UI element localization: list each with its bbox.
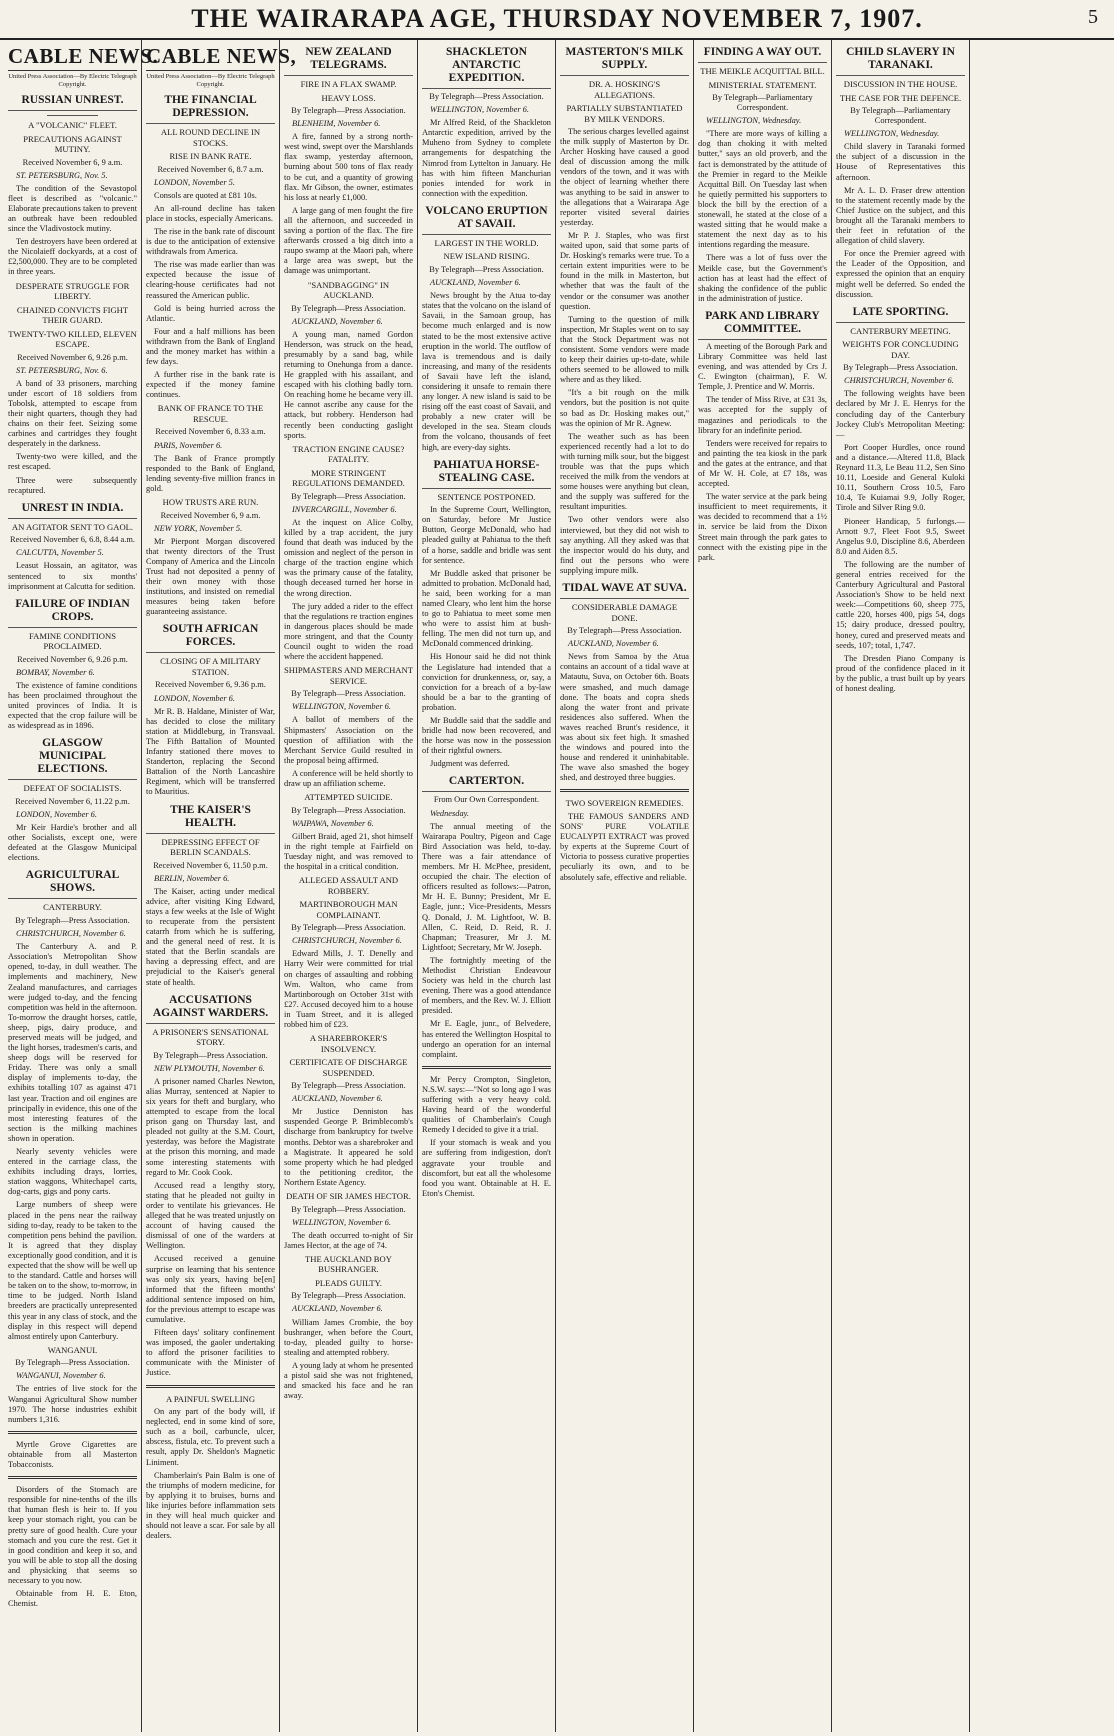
dateline: BERLIN, November 6. <box>154 873 230 883</box>
separator-rule <box>560 789 689 792</box>
dateline: LONDON, November 5. <box>154 177 235 187</box>
column-2 <box>142 40 297 1732</box>
paragraph: A fire, fanned by a strong north-west wind, swept over the Marshlands flax swamp, yesterday afternoon, burning about 500 tons of flax ready to be cut, and a quantity of growing flax. Mr Gibson, the owner, estimates his loss at nearly £1,000. <box>284 132 413 202</box>
column-headline: CABLE NEWS, <box>146 40 275 71</box>
paragraph: The annual meeting of the Wairarapa Poultry, Pigeon and Cage Bird Association was held, to-day. There was a fair attendance of members. Mr H. McPhee, president, occupied the chair. The election of officers resulted as follows:—Patron, Mr H. E. Bunny; President, Mr E. Eagle, junr.; Vice-Presidents, Messrs Q. Donald, J. M. Lightfoot, W. B. Allen, C. Reid, D. Reid, R. J. Chapman; Treasurer, Mr J. M. Lightfoot; Secretary, Mr W. Joseph. <box>422 821 551 952</box>
dateline: AUCKLAND, November 6. <box>292 1304 383 1314</box>
advertisement: THE FAMOUS SANDERS AND SONS' PURE VOLATILE EUCALYPTI EXTRACT was proved by experts at the Supreme Court of Victoria to possess curative properties peculiarly its own, and to be absolutely safe, effective and reliable. <box>560 811 689 882</box>
dateline: Received November 6, 8.33 a.m. <box>155 427 266 437</box>
article-subheading: DEFEAT OF SOCIALISTS. <box>23 783 122 794</box>
paragraph: The rise in the bank rate of discount is due to the anticipation of extensive withdrawals from America. <box>146 226 275 257</box>
paragraph: Edward Mills, J. T. Denelly and Harry Weir were committed for trial on charges of assaulting and robbing Wm. Walton, who came from Martinborough on October 31st with £27. Accused decoyed him to a house in Tuam Street, and it is alleged robbed him of £23. <box>284 949 413 1029</box>
dateline: WELLINGTON, November 6. <box>292 702 391 712</box>
article-subheading: WANGANUI. <box>47 1344 98 1355</box>
paragraph: "There are more ways of killing a dog than choking it with melted butter," says an old proverb, and the fact is demonstrated by the attitude of the Premier in regard to the Meikle Acquittal Bill. On Tuesday last when he quietly permitted his supporters to block the bill by the erection of a stonewall, he stated at the close of a wasted sitting that he would make a statement the next day as to his intentions regarding the measure. <box>698 129 827 250</box>
paragraph: Gilbert Braid, aged 21, shot himself in the right temple at Fairfield on Tuesday night, and was removed to the hospital in a critical condition. <box>284 831 413 872</box>
paragraph: An all-round decline has taken place in stocks, especially Americans. <box>146 203 275 223</box>
paragraph: For once the Premier agreed with the Leader of the Opposition, and expressed the opinion that an enquiry might well be deferred. So ended the discussion. <box>836 249 965 299</box>
paragraph: The existence of famine conditions has been proclaimed throughout the united provinces of India. It is expected that the crop failure will be as widespread as in 1896. <box>8 680 137 731</box>
paragraph: A ballot of members of the Shipmasters' Association on the question of affiliation with the Merchant Service Guild resulted in the proposal being affirmed. <box>284 715 413 765</box>
paragraph: Mr R. B. Haldane, Minister of War, has decided to close the military station at Middleburg, in Transvaal. The Fifth Battalion of Mounted Infantry stationed there moves to Standerton, replacing the Second Battalion of the North Lancashire Regiment, which will be transferred to Mauritius. <box>146 706 275 797</box>
paragraph: The Kaiser, acting under medical advice, after visiting King Edward, stays a few weeks at the Isle of Wight to recuperate from the persistent catarrh from which he is suffering, and the general need of rest. It is stated that the Berlin scandals are having a depressing effect, and are prejudicial to the Kaiser's general state of health. <box>146 886 275 987</box>
dateline: CALCUTTA, November 5. <box>16 548 104 558</box>
dateline: AUCKLAND, November 6. <box>430 278 521 288</box>
article-headline: PARK AND LIBRARY COMMITTEE. <box>698 310 827 340</box>
dateline: NEW PLYMOUTH, November 6. <box>154 1063 265 1073</box>
masthead-title: THE WAIRARAPA AGE, THURSDAY NOVEMBER 7, 1907. <box>191 4 923 33</box>
dateline: WELLINGTON, Wednesday. <box>706 116 802 126</box>
paragraph: A large gang of men fought the fire all the afternoon, and succeeded in saving a portion of the flax. The fire afterwards crossed a big ditch into a raupo swamp at the Maori pah, where a large area was swept, but the damage was unimportant. <box>284 205 413 276</box>
paragraph: Mr Buddle said that the saddle and bridle had now been recovered, and the horse was now in the possession of their rightful owners. <box>422 716 551 756</box>
column-credit: United Press Association—By Electric Telegraph Copyright. <box>146 73 275 88</box>
article-subheading: CLOSING OF A MILITARY STATION. <box>160 656 261 677</box>
paragraph: Fifteen days' solitary confinement was imposed, the gaoler undertaking to afford the prisoner facilities to communicate with the Minister of Justice. <box>146 1328 275 1378</box>
article-subheading: ALLEGED ASSAULT AND ROBBERY. <box>298 875 399 896</box>
column-body <box>284 46 413 1401</box>
paragraph: Mr Justice Denniston has suspended George P. Brimblecomb's discharge from bankruptcy for twelve months. Debtor was a sharebroker and a Magistrate. It appeared he sold some property which he had pledged to the petitioning creditor, the Northern Estate Agency. <box>284 1107 413 1187</box>
dateline: AUCKLAND, November 6. <box>292 1094 383 1104</box>
article-subheading: DR. A. HOSKING'S ALLEGATIONS. <box>588 79 661 100</box>
paragraph: The death occurred to-night of Sir James Hector, at the age of 74. <box>284 1230 413 1250</box>
paragraph: News from Samoa by the Atua contains an account of a tidal wave at Matautu, Suva, on October 6th. Boats were smashed, and much damage done. The boats and copra sheds along the water front and private residences also suffered. When the waves reached Brunt's residence, it was about six feet high. It smashed the windows and poured into the house and rendered it uninhabitable. The wave also smashed the bogey shed, and destroyed three buggies. <box>560 652 689 783</box>
paragraph: The following weights have been declared by Mr J. E. Henrys for the concluding day of the Canterbury Jockey Club's Metropolitan Meeting:— <box>836 389 965 439</box>
article-subheading: HEAVY LOSS. <box>321 92 376 103</box>
paragraph: A further rise in the bank rate is expected if the money famine continues. <box>146 370 275 400</box>
paragraph: Mr A. L. D. Fraser drew attention to the statement recently made by the Chief Justice on the subject, and this brought all the Taranaki members to their feet in refutation of the allegation of child slavery. <box>836 185 965 246</box>
dateline: By Telegraph—Parliamentary Correspondent. <box>712 93 813 113</box>
article-subheading: ALL ROUND DECLINE IN STOCKS. <box>160 127 261 148</box>
paragraph: Chamberlain's Pain Balm is one of the triumphs of modern medicine, for by applying it to bruises, burns and like injuries before inflammation sets in they will heal much quicker and should not leave a scar. For sale by all dealers. <box>146 1470 275 1541</box>
dateline: By Telegraph—Press Association. <box>843 363 958 373</box>
article-subheading: THE CASE FOR THE DEFENCE. <box>839 92 962 103</box>
column-body <box>836 46 965 694</box>
paragraph: William James Crombie, the boy bushranger, when before the Court, to-day, pleaded guilty to horse-stealing and attempted robbery. <box>284 1317 413 1357</box>
column-4 <box>418 40 556 1732</box>
separator-rule <box>47 115 99 116</box>
article-subheading: FAMINE CONDITIONS PROCLAIMED. <box>29 630 116 652</box>
paragraph: The Bank of France promptly responded to the Bank of England, lending seventy-five million francs in gold. <box>146 453 275 493</box>
paragraph: Leasut Hossain, an agitator, was sentenced to six months' imprisonment at Calcutta for sedition. <box>8 561 137 591</box>
separator-rule <box>146 1385 275 1388</box>
article-subheading: SENTENCE POSTPONED. <box>437 491 536 502</box>
paragraph: The weather such as has been experienced recently had a lot to do with turning milk sour, but the biggest trouble was that the pups which received the milk from the vendors at some houses were anything but clean, and the supply was suffered for the resultant impurities. <box>560 431 689 512</box>
paragraph: Two other vendors were also interviewed, but they did not wish to say anything. All they asked was that the inspector would do his duty, and find out the persons who were supplying impure milk. <box>560 515 689 575</box>
dateline: By Telegraph—Press Association. <box>291 923 406 933</box>
paragraph: Mr Keir Hardie's brother and all other Socialists, except one, were defeated at the Glasgow Municipal elections. <box>8 823 137 863</box>
dateline: CHRISTCHURCH, November 6. <box>292 936 402 946</box>
dateline: CHRISTCHURCH, November 6. <box>844 376 954 386</box>
paragraph: Myrtle Grove Cigarettes are obtainable from all Masterton Tobacconists. <box>8 1439 137 1470</box>
paragraph: Nearly seventy vehicles were entered in the carriage class, the exhibits including drays, lorries, station waggons, Whitechapel carts, dog-carts, gigs and pony carts. <box>8 1147 137 1197</box>
paragraph: If your stomach is weak and you are suffering from indigestion, don't aggravate your trouble and discomfort, but eat all the wholesome food you want. Obtainable at H. E. Eton's Chemist. <box>422 1138 551 1198</box>
article-headline: PAHIATUA HORSE-STEALING CASE. <box>422 459 551 489</box>
article-headline: RUSSIAN UNREST. <box>8 94 137 111</box>
paragraph: Mr P. J. Staples, who was first waited upon, said that some parts of Dr. Hosking's remarks were true. To a certain extent impurities were to be found in the milk in Masterton, but whether that was the fault of the vendor or the consumer was another question. <box>560 230 689 311</box>
dateline: ST. PETERSBURG, Nov. 5. <box>16 170 108 180</box>
paragraph: Port Cooper Hurdles, once round and a distance.—Altered 11.8, Black Reynard 11.3, Le Beau 11.2, Sen Sino 10.11, Loeside and General Kuloki 10.11, Southern Cross 10.5, Faro 10.4, Te Kuiamai 9.9, Jolly Roger, Tirole and Silver Ring 9.0. <box>836 442 965 513</box>
dateline: By Telegraph—Press Association. <box>429 264 544 274</box>
paragraph: Large numbers of sheep were placed in the pens near the railway siding to-day, ready to be taken to the competition pens behind the pavilion. It is agreed that they display exceptionally good condition, and it is expected that the show will be well up to the standard. Cattle and horses will be taken on to the show, to-morrow, in time to be judged. North Island breeders are practically unrepresented this year in any class of stock, and the display in this respect will depend almost entirely upon Canterbury. <box>8 1200 137 1341</box>
article-subheading: TRACTION ENGINE CAUSE? FATALITY. <box>292 443 405 465</box>
article-subheading: CONSIDERABLE DAMAGE DONE. <box>571 602 678 623</box>
dateline: Received November 6, 9 a.m. <box>22 157 123 167</box>
dateline: By Telegraph—Press Association. <box>291 303 406 313</box>
dateline: WAIPAWA, November 6. <box>292 818 374 828</box>
paragraph: News brought by the Atua to-day states that the volcano on the island of Savaii, in the Samoan group, has become much enlarged and is now stated to be the most extensive active eruption in the world. The outflow of lava is tremendous and is daily increasing, and many of the residents of Savaii have left the island, considering it unsafe to remain there any longer. A new island is said to be rising off the east coast of Savaii, and probably a new crater will be developed in the sea. Steam clouds from the volcano, thousands of feet high, are every-day sights. <box>422 291 551 452</box>
separator-rule <box>422 1066 551 1069</box>
paragraph: There was a lot of fuss over the Meikle case, but the Government's action has at least had the effect of shaking the confidence of the public in the administration of justice. <box>698 253 827 303</box>
article-headline: CARTERTON. <box>422 775 551 792</box>
dateline: WELLINGTON, November 6. <box>292 1217 391 1227</box>
article-subheading: HOW TRUSTS ARE RUN. <box>162 497 259 508</box>
article-subheading: THE MEIKLE ACQUITTAL BILL. <box>700 66 825 76</box>
article-subheading: BANK OF FRANCE TO THE RESCUE. <box>157 403 264 424</box>
dateline: By Telegraph—Press Association. <box>291 106 406 115</box>
page-number: 5 <box>1088 6 1098 28</box>
column-credit: United Press Association—By Electric Telegraph Copyright. <box>8 73 137 88</box>
paragraph: Mr Alfred Reid, of the Shackleton Antarctic expedition, arrived by the Muheno from Sydney to complete arrangements for despatching the Nimrod from Lyttelton in January. He has with him fifteen Manchurian ponies intended for work in connection with the expedition. <box>422 118 551 198</box>
dateline: WELLINGTON, Wednesday. <box>844 129 940 139</box>
article-subheading: PRECAUTIONS AGAINST MUTINY. <box>23 133 122 154</box>
paragraph: The Canterbury A. and P. Association's Metropolitan Show opened, to-day, in dull weather. The implements and machinery, New Zealand manufactures, and carriages were judged to-day, and the fencing competition was held in the afternoon. To-morrow the draught horses, cattle, sheep, pigs, dairy produce, and preserved meats will be judged, and the light horses, tradesmen's carts, and sheep dogs will be reserved for Friday. There was only a small display of implements to-day, the exhibits totalling 107 as against 471 last year. Traction and oil engines are principally in evidence, this one of the most interesting features of the section is the milking machines shown in operation. <box>8 942 137 1143</box>
dateline: By Telegraph—Press Association. <box>291 805 406 815</box>
dateline: Received November 6, 9.26 p.m. <box>17 352 128 362</box>
paragraph: The serious charges levelled against the milk supply of Masterton by Dr. Archer Hosking have caused a good deal of discussion among the milk vendors of the town, and it was with the object of learning whether there was anything to be said in answer to the allegations that a Wairarapa Age reporter visited several dairies yesterday. <box>560 127 689 227</box>
dateline: INVERCARGILL, November 6. <box>292 504 397 514</box>
paragraph: Mr Percy Crompton, Singleton, N.S.W. says:—"Not so long ago I was suffering with a very heavy cold. Having heard of the wonderful qualities of Chamberlain's Cough Remedy I decided to give it a trial. <box>422 1074 551 1135</box>
dateline: By Telegraph—Press Association. <box>291 491 406 501</box>
article-subheading: PLEADS GUILTY. <box>315 1277 382 1288</box>
paragraph: Pioneer Handicap, 5 furlongs.—Arnott 9.7, Fleet Foot 9.5, Sweet Angelus 9.0, Discipline 8.6, Aberdeen 8.0 and Aiden 8.5. <box>836 516 965 556</box>
paragraph: Consols are quoted at £81 10s. <box>154 190 257 200</box>
column-3 <box>280 40 418 1732</box>
paragraph: Twenty-two were killed, and the rest escaped. <box>8 452 137 472</box>
dateline: By Telegraph—Press Association. <box>291 1291 406 1301</box>
dateline: ST. PETERSBURG, Nov. 6. <box>16 365 108 375</box>
paragraph: At the inquest on Alice Colby, killed by a trap accident, the jury found that death was induced by the omission and neglect of the person in charge of the traction engine which was the primary cause of the fatality, though deceased turned her horse in the wrong direction. <box>284 517 413 598</box>
column-7 <box>832 40 970 1732</box>
paragraph: On any part of the body will, if neglected, end in some kind of sore, such as a boil, carbuncle, ulcer, abscess, fistula, etc. To prevent such a result, apply Dr. Sheldon's Magnetic Liniment. <box>146 1407 275 1467</box>
article-subheading: DEPRESSING EFFECT OF BERLIN SCANDALS. <box>161 836 260 857</box>
article-subheading: WEIGHTS FOR CONCLUDING DAY. <box>842 339 959 360</box>
separator-rule <box>8 1476 137 1479</box>
article-subheading: A "VOLCANIC" FLEET. <box>28 120 117 130</box>
article-headline: TIDAL WAVE AT SUVA. <box>560 582 689 599</box>
paragraph: Tenders were received for repairs to and painting the tea kiosk in the park and the gates at the entrance, and that of Mr W. H. Cole, at £7 18s, was accepted. <box>698 438 827 489</box>
article-headline: UNREST IN INDIA. <box>8 502 137 519</box>
dateline: By Telegraph—Press Association. <box>291 689 406 699</box>
dateline: Received November 6, 8.7 a.m. <box>157 164 264 174</box>
dateline: AUCKLAND, November 6. <box>292 316 383 326</box>
article-subheading: THE AUCKLAND BOY BUSHRANGER. <box>305 1253 392 1275</box>
column-body <box>422 46 551 1199</box>
article-headline: CHILD SLAVERY IN TARANAKI. <box>836 46 965 76</box>
article-subheading: DEATH OF SIR JAMES HECTOR. <box>286 1191 411 1201</box>
dateline: Received November 6, 11.22 p.m. <box>15 796 130 806</box>
article-headline: FINDING A WAY OUT. <box>698 46 827 63</box>
article-subheading: DISCUSSION IN THE HOUSE. <box>843 79 958 89</box>
paragraph: The fortnightly meeting of the Methodist Christian Endeavour Society was held in the church last evening. There was a good attendance of members, and the Rev. W. J. Elliott presided. <box>422 955 551 1016</box>
paragraph: The tender of Miss Rive, at £31 3s, was accepted for the supply of magazines and periodicals to the library for an indefinite period. <box>698 395 827 435</box>
dateline: By Telegraph—Press Association. <box>153 1050 268 1060</box>
article-subheading: CANTERBURY. <box>43 902 102 913</box>
article-subheading: SHIPMASTERS AND MERCHANT SERVICE. <box>284 665 413 686</box>
dateline: WANGANUI, November 6. <box>16 1371 106 1381</box>
dateline: LONDON, November 6. <box>16 809 97 819</box>
dateline: Received November 6, 9.26 p.m. <box>17 654 128 664</box>
paragraph: Obtainable from H. E. Eton, Chemist. <box>8 1589 137 1609</box>
columns <box>4 40 1110 1732</box>
article-headline: THE KAISER'S HEALTH. <box>146 804 275 834</box>
paragraph: Disorders of the Stomach are responsible for nine-tenths of the ills that human flesh is heir to. If you keep your stomach right, you can be pretty sure of good health. Cure your stomach and you cure the rest. Get it in good condition and keep it so, and you will be able to stop all the dosing and physicking that seems so necessary to you now. <box>8 1485 137 1585</box>
paragraph: Ten destroyers have been ordered at the Nicolaieff dockyards, at a cost of £2,500,000. They are to be completed in three years. <box>8 237 137 277</box>
paragraph: A band of 33 prisoners, marching under escort of 18 soldiers from Tobolsk, attempted to escape from their night quarters, though they had chains on their feet. Seizing some carbines and cartridges they fought desperately in the darkness. <box>8 378 137 449</box>
article-subheading: MARTINBOROUGH MAN COMPLAINANT. <box>299 899 398 920</box>
dateline: Received November 6, 11.50 p.m. <box>153 860 268 870</box>
separator-rule <box>8 1431 137 1434</box>
article-headline: ACCUSATIONS AGAINST WARDERS. <box>146 994 275 1024</box>
paragraph: Mr Pierpont Morgan discovered that twenty directors of the Trust Company of America and the Lincoln Trust had not deposited a penny of their own money with those institutions, and insisted on remedial measures being taken before guaranteeing assistance. <box>146 536 275 617</box>
article-subheading: CHAINED CONVICTS FIGHT THEIR GUARD. <box>16 304 129 326</box>
article-subheading: LARGEST IN THE WORLD. <box>434 237 539 248</box>
article-subheading: NEW ISLAND RISING. <box>443 251 530 262</box>
article-subheading: A PRISONER'S SENSATIONAL STORY. <box>152 1026 269 1048</box>
article-headline: GLASGOW MUNICIPAL ELECTIONS. <box>8 737 137 780</box>
article-subheading: A SHAREBROKER'S INSOLVENCY. <box>309 1033 388 1054</box>
paragraph: Accused received a genuine surprise on learning that his sentence was only six years, having be[en] informed that the fifteen months' additional sentence imposed on him, for the previous attempt to escape was cumulative. <box>146 1254 275 1324</box>
article-headline: THE FINANCIAL DEPRESSION. <box>146 94 275 124</box>
article-subheading: MINISTERIAL STATEMENT. <box>708 79 817 90</box>
column-body <box>146 94 275 1541</box>
ad-headline: TWO SOVEREIGN REMEDIES. <box>565 798 684 809</box>
paragraph: Mr E. Eagle, junr., of Belvedere, has entered the Wellington Hospital to undergo an operation for an internal complaint. <box>422 1019 551 1059</box>
dateline: AUCKLAND, November 6. <box>568 639 659 649</box>
column-6 <box>694 40 832 1732</box>
column-body <box>698 46 827 563</box>
article-subheading: PARTIALLY SUBSTANTIATED BY MILK VENDORS. <box>566 103 683 124</box>
paragraph: The rise was made earlier than was expected because the issue of clearing-house certificates had not reassured the American public. <box>146 260 275 300</box>
article-subheading: CERTIFICATE OF DISCHARGE SUSPENDED. <box>289 1057 408 1078</box>
paragraph: Child slavery in Taranaki formed the subject of a discussion in the House of Representatives this afternoon. <box>836 142 965 182</box>
article-headline: AGRICULTURAL SHOWS. <box>8 869 137 899</box>
masthead <box>0 0 1114 40</box>
paragraph: The water service at the park being insufficient to meet requirements, it was decided to recommend that a 1½ in. service be laid from the Dixon Street main through the park gates to connect with the existing pipe in the park. <box>698 492 827 562</box>
paragraph: Judgment was deferred. <box>430 759 510 769</box>
article-headline: NEW ZEALAND TELEGRAMS. <box>284 46 413 76</box>
dateline: WELLINGTON, November 6. <box>430 105 529 115</box>
paragraph: A young lady at whom he presented a pistol said she was not frightened, and smacked his face and he ran away. <box>284 1360 413 1401</box>
dateline: By Telegraph—Press Association. <box>15 915 130 925</box>
paragraph: His Honour said he did not think the Legislature had intended that a conviction for drunkenness, or, say, a conviction for a breach of a by-law should be a bar to the granting of probation. <box>422 652 551 712</box>
dateline: PARIS, November 6. <box>154 440 223 450</box>
dateline: BLENHEIM, November 6. <box>292 119 381 129</box>
paragraph: A meeting of the Borough Park and Library Committee was held last evening, and was attended by Crs J. C. Ewington (chairman), F. W. Temple, J. Prentice and W. Morris. <box>698 341 827 392</box>
article-subheading: ATTEMPTED SUICIDE. <box>304 792 393 803</box>
column-5 <box>556 40 694 1732</box>
article-headline: SHACKLETON ANTARCTIC EXPEDITION. <box>422 46 551 89</box>
article-subheading: AN AGITATOR SENT TO GAOL. <box>11 521 134 532</box>
paragraph: A young man, named Gordon Henderson, was struck on the head, presumably by a sand bag, while returning to Onehunga from a dance. He grappled with his assailant, and escaped with his clothing badly torn. On reaching home he became very ill. He cannot ascribe any cause for the attack, but robbery. Henderson had recently been conducting gaslight sports. <box>284 329 413 440</box>
article-headline: VOLCANO ERUPTION AT SAVAII. <box>422 205 551 235</box>
column-8 <box>970 40 1108 1732</box>
paragraph: Four and a half millions has been withdrawn from the Bank of England and the money market has within a few days. <box>146 326 275 367</box>
paragraph: Three were subsequently recaptured. <box>8 475 137 495</box>
dateline: By Telegraph—Press Association. <box>15 1358 130 1368</box>
paragraph: Turning to the question of milk inspection, Mr Staples went on to say that the Stock Department was not consistent. Some vendors were made to keep their dairies up-to-date, while others seemed to be allowed to milk where and as they liked. <box>560 314 689 385</box>
paragraph: The following are the number of general entries received for the Canterbury Agricultural and Pastoral Association's Show to be held next week:—Competitions 60, sheep 775, cattle 220, horses 400, pigs 54, dogs 15; dairy produce, dressed poultry, honey, cured and preserved meats and seeds, 107; total, 1,747. <box>836 559 965 650</box>
dateline: BOMBAY, November 6. <box>16 667 95 677</box>
column-body <box>560 46 689 576</box>
dateline: Received November 6, 9.36 p.m. <box>155 680 266 690</box>
paragraph: Mr Buddle asked that prisoner be admitted to probation. McDonald had, he said, been working for a man named Cleary, who lent him the horse to go to Pahiatua to meet some men who were to assist him at bush-felling. The men did not turn up, and McDonald commenced drinking. <box>422 568 551 649</box>
article-subheading: RISE IN BANK RATE. <box>169 151 252 161</box>
article-subheading: "SANDBAGGING" IN AUCKLAND. <box>307 279 390 300</box>
article-subheading: CANTERBURY MEETING. <box>850 325 951 336</box>
paragraph: Gold is being hurried across the Atlantic. <box>146 303 275 323</box>
article-headline: MASTERTON'S MILK SUPPLY. <box>560 46 689 76</box>
dateline: Received November 6, 6.8, 8.44 a.m. <box>10 535 135 545</box>
dateline: From Our Own Correspondent. <box>433 795 540 805</box>
paragraph: "It's a bit rough on the milk vendors, but the position is not quite so bad as Dr. Hosking makes out," was the opinion of Mr R. Agnew. <box>560 388 689 428</box>
paragraph: In the Supreme Court, Wellington, on Saturday, before Mr Justice Button, George McDonald, who had pleaded guilty at Pahiatua to the theft of a horse, saddle and bridle was sent for sentence. <box>422 505 551 565</box>
article-subheading: FIRE IN A FLAX SWAMP. <box>300 79 397 89</box>
dateline: Wednesday. <box>430 808 469 818</box>
article-subheading: MORE STRINGENT REGULATIONS DEMANDED. <box>292 467 405 489</box>
article-subheading: DESPERATE STRUGGLE FOR LIBERTY. <box>15 280 130 302</box>
dateline: By Telegraph—Parliamentary Correspondent. <box>850 106 951 126</box>
paragraph: Accused read a lengthy story, stating that he pleaded not guilty in order to ventilate his grievances. He alleged that he was treated unjustly on account of having caused the dismissal of one of the warders at Wellington. <box>146 1180 275 1251</box>
column-body <box>8 94 137 1609</box>
paragraph: A conference will be held shortly to draw up an affiliation scheme. <box>284 768 413 788</box>
dateline: CHRISTCHURCH, November 6. <box>16 929 126 939</box>
dateline: NEW YORK, November 5. <box>154 523 243 533</box>
article-headline: FAILURE OF INDIAN CROPS. <box>8 598 137 628</box>
dateline: Received November 6, 9 a.m. <box>160 510 261 520</box>
article-headline: LATE SPORTING. <box>836 306 965 323</box>
dateline: LONDON, November 6. <box>154 693 235 703</box>
dateline: By Telegraph—Press Association. <box>291 1204 406 1214</box>
paragraph: The Dresden Piano Company is proud of the confidence placed in it by the public, a trust built up by years of honest dealing. <box>836 653 965 693</box>
paragraph: A prisoner named Charles Newton, alias Murray, sentenced at Napier to six years for theft and burglary, who attempted to escape from the local prison gang on Thursday last, and pleaded not guilty at the S.M. Court, yesterday, was before the Magistrate at the prison this morning, and made some interesting statements with regard to Mr. Cook Cook. <box>146 1076 275 1177</box>
article-subheading: A PAINFUL SWELLING <box>165 1393 256 1404</box>
column-headline: CABLE NEWS. <box>8 40 137 71</box>
paragraph: The condition of the Sevastopol fleet is described as "volcanic." Elaborate precautions taken to prevent an outbreak have been redoubled since the Vladivostock mutiny. <box>8 183 137 234</box>
article-subheading: TWENTY-TWO KILLED, ELEVEN ESCAPE. <box>8 328 137 350</box>
column-1 <box>4 40 159 1732</box>
paragraph: The jury added a rider to the effect that the regulations re traction engines in dangerous places should be made more stringent, and that the County Council ought to widen the road where the accident happened. <box>284 601 413 662</box>
paragraph: The entries of live stock for the Wanganui Agricultural Show number 1970. The horse industries exhibit numbers 1,316. <box>8 1384 137 1424</box>
dateline: By Telegraph—Press Association. <box>567 626 682 636</box>
article-headline: SOUTH AFRICAN FORCES. <box>146 623 275 653</box>
dateline: By Telegraph—Press Association. <box>291 1081 406 1091</box>
dateline: By Telegraph—Press Association. <box>429 92 544 101</box>
